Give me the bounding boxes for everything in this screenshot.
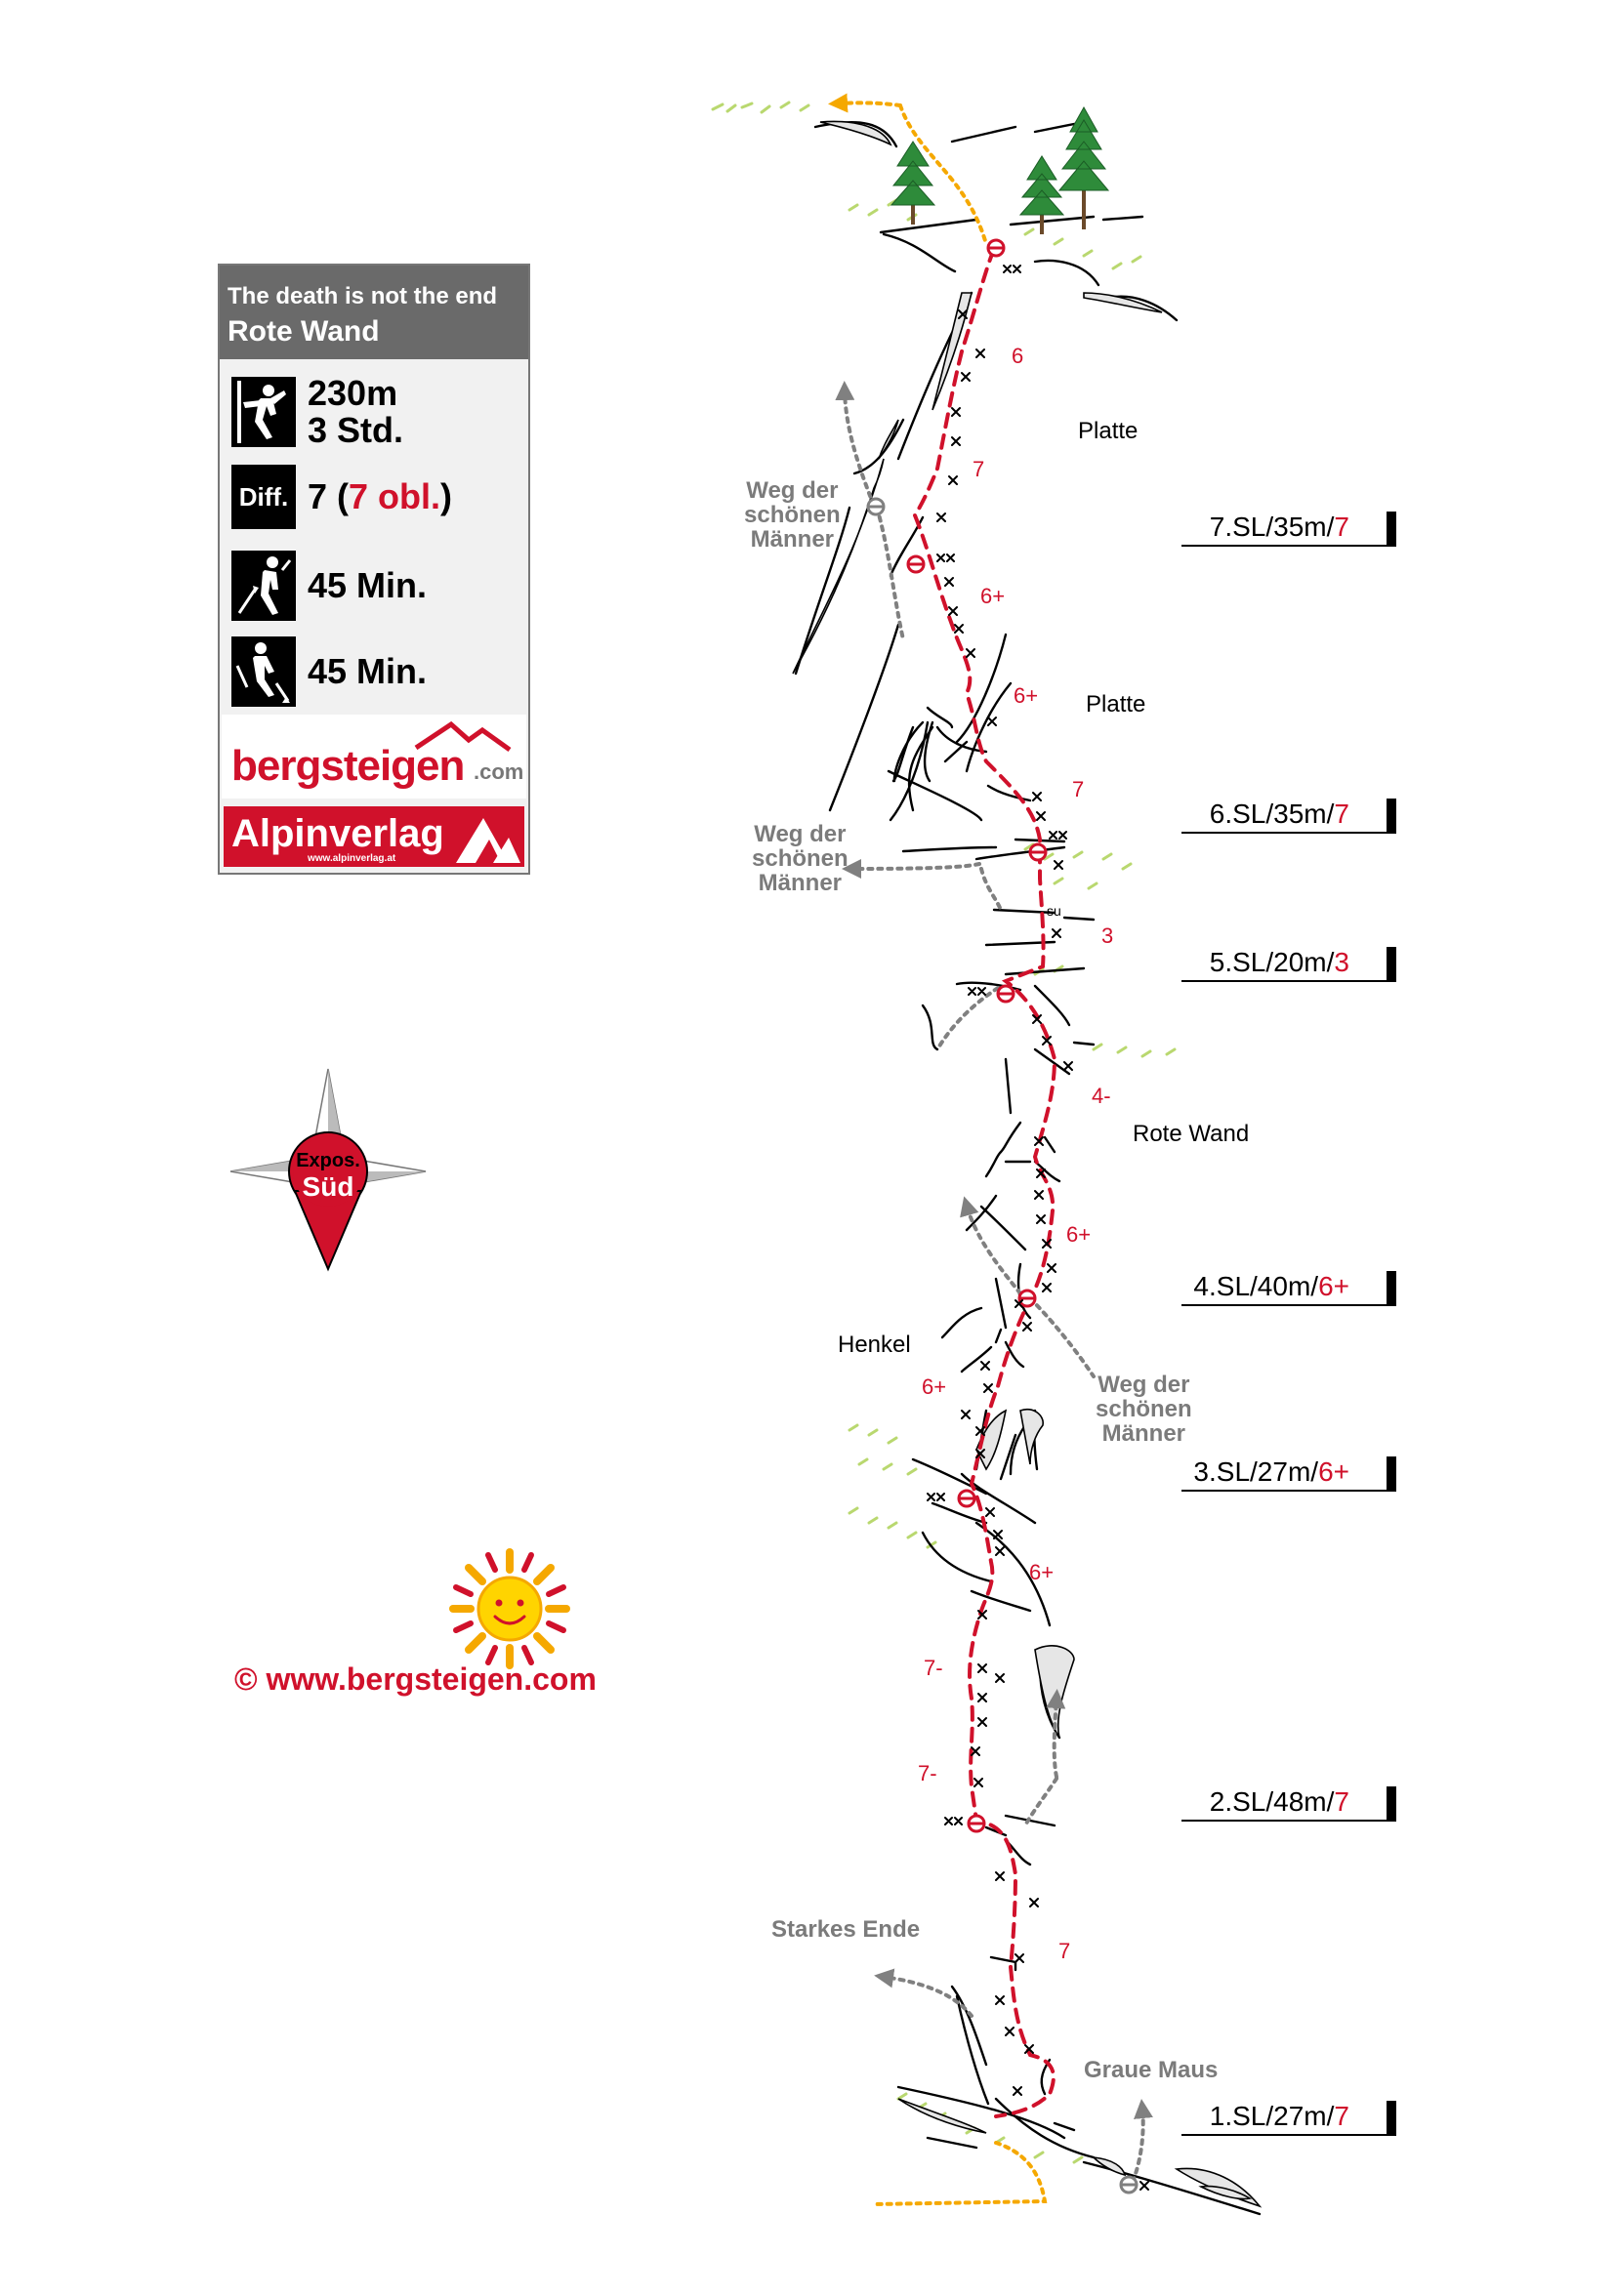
difficulty-badge: Diff. [231, 465, 296, 529]
route-weg-der-schoenen-maenner-1 [744, 478, 841, 552]
sun-logo [453, 1552, 566, 1665]
pitch-1 [1181, 2101, 1396, 2136]
grade-label: 6+ [1029, 1560, 1055, 1584]
grade-label: 6 [1012, 344, 1024, 368]
pitch-2 [1181, 1786, 1396, 1822]
difficulty-value: 7 ( [308, 476, 350, 516]
route-name: Weg der schönen Männer [752, 821, 849, 896]
descent-time: 45 Min. [308, 651, 428, 691]
info-header [220, 266, 528, 359]
route-height: 230m [308, 373, 398, 413]
route-graue-maus: Graue Maus [1084, 2057, 1219, 2083]
grade-label: 6+ [1066, 1222, 1092, 1247]
grade-label: 7 [973, 457, 985, 481]
feature-rote-wand: Rote Wand [1133, 1121, 1250, 1147]
pitch-grade: 6+ [1318, 1271, 1349, 1301]
grade-label: 3 [1101, 923, 1114, 948]
su-annotation: su [1047, 903, 1061, 919]
grade-label: 4- [1092, 1084, 1111, 1108]
grade-label: 7- [924, 1656, 943, 1680]
pitch-6 [1181, 799, 1396, 834]
route-subtitle: The death is not the end [228, 283, 498, 309]
descent-row [231, 636, 427, 707]
pitch-3 [1181, 1456, 1396, 1492]
feature-henkel: Henkel [838, 1332, 911, 1358]
main-route [915, 249, 1055, 2116]
logo-suffix: .com [474, 759, 524, 784]
route-name: Weg der schönen Männer [744, 477, 841, 553]
grade-label: 7 [1058, 1939, 1071, 1963]
route-title: Rote Wand [228, 315, 380, 348]
pitch-5 [1181, 947, 1396, 982]
compass-label-bottom: Süd [302, 1171, 354, 1202]
feature-platte-lower: Platte [1086, 691, 1146, 718]
pitch-4 [1181, 1271, 1396, 1306]
pitch-label: 4.SL/40m/ [1193, 1271, 1319, 1301]
pitch-label: 1.SL/27m/ [1209, 2101, 1335, 2131]
alpinverlag-logo [224, 806, 524, 867]
approach-row [231, 551, 427, 621]
difficulty-obligatory: 7 obl. [349, 476, 441, 516]
grade-label: 7 [1072, 777, 1085, 801]
bolts [928, 266, 1148, 2190]
route-weg-der-schoenen-maenner-2 [752, 822, 849, 895]
grade-label: 6+ [980, 584, 1006, 608]
grass-patches [713, 102, 1175, 2162]
info-box [218, 264, 530, 875]
route-name: Weg der schönen Männer [1096, 1372, 1192, 1447]
pitch-grade: 7 [1334, 799, 1349, 829]
climber-icon [231, 377, 296, 447]
pitch-grade: 7 [1334, 512, 1349, 542]
pitch-7 [1181, 512, 1396, 547]
grade-label: 6+ [1014, 683, 1039, 708]
copyright-text: © www.bergsteigen.com [234, 1661, 597, 1697]
difficulty-row [231, 465, 452, 529]
alpinverlag-text: Alpinverlag [231, 812, 444, 855]
rock-lines [796, 122, 1260, 2214]
alpinverlag-url: www.alpinverlag.at [308, 853, 396, 864]
bergsteigen-logo [222, 715, 526, 799]
feature-platte-upper: Platte [1078, 418, 1139, 444]
pitch-label: 3.SL/27m/ [1193, 1456, 1319, 1487]
trees [891, 107, 1108, 234]
approach-time: 45 Min. [308, 565, 428, 605]
route-starkes-ende: Starkes Ende [771, 1916, 921, 1943]
pitch-label: 2.SL/48m/ [1209, 1786, 1335, 1817]
pitch-label: 5.SL/20m/ [1209, 947, 1335, 977]
pitch-label: 6.SL/35m/ [1209, 799, 1335, 829]
grade-label: 7- [918, 1761, 937, 1785]
approach-hiker-icon [231, 551, 296, 621]
pitch-grade: 3 [1334, 947, 1349, 977]
pitch-grade: 7 [1334, 2101, 1349, 2131]
pitch-grade: 7 [1334, 1786, 1349, 1817]
route-duration: 3 Std. [308, 410, 404, 450]
grade-label: 6+ [922, 1374, 947, 1399]
rock-faces [793, 121, 1260, 2206]
pitch-grade: 6+ [1318, 1456, 1349, 1487]
logo-text: bergsteigen [231, 742, 465, 790]
difficulty-close: ) [440, 476, 453, 516]
route-weg-der-schoenen-maenner-3 [1096, 1373, 1192, 1446]
height-row [231, 375, 403, 449]
pitch-label: 7.SL/35m/ [1209, 512, 1335, 542]
descent-hiker-icon [231, 636, 296, 707]
compass-label-top: Expos. [296, 1150, 360, 1171]
